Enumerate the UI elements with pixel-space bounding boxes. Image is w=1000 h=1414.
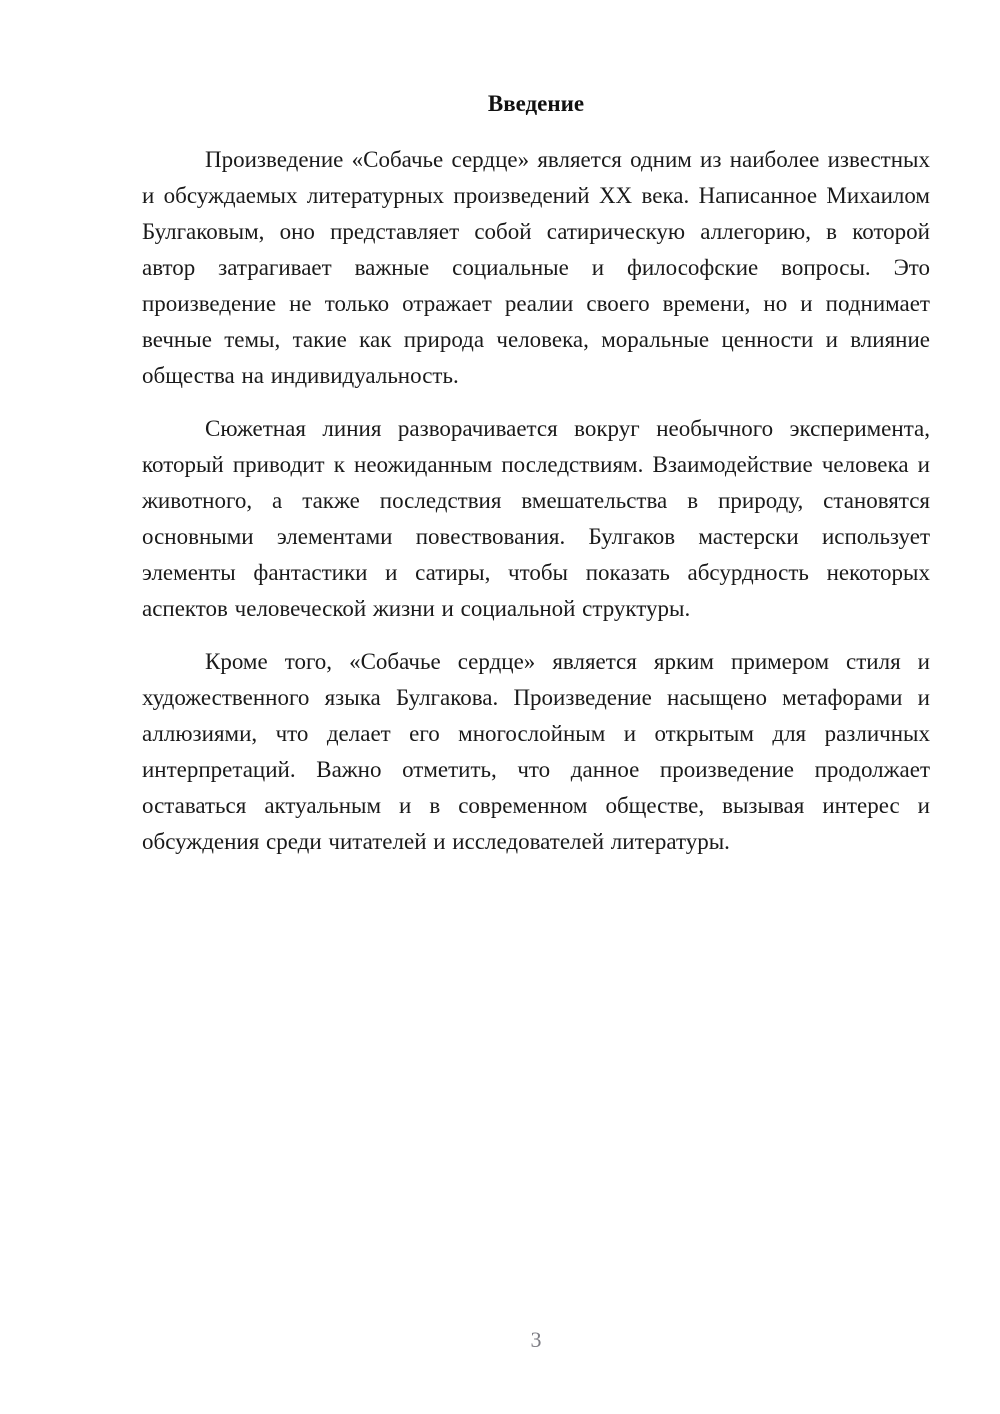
paragraph-2: Сюжетная линия разворачивается вокруг необычного эксперимента, который приводит к неожиданным последствиям. Взаимодействие человека и животного, а также последствия вмешательства в природу, становятся основными элементами повествования. Булгаков мастерски использует элементы фантастики и сатиры, чтобы показать абсурдность некоторых аспектов человеческой жизни и социальной структуры. [142,416,930,621]
paragraph-1: Произведение «Собачье сердце» является одним из наиболее известных и обсуждаемых литературных произведений XX века. Написанное Михаилом Булгаковым, оно представляет собой сатирическую аллегорию, в которой автор затрагивает важные социальные и философские вопросы. Это произведение не только отражает реалии своего времени, но и поднимает вечные темы, такие как природа человека, моральные ценности и влияние общества на индивидуальность. [142,147,930,388]
paragraph-3: Кроме того, «Собачье сердце» является ярким примером стиля и художественного языка Булгакова. Произведение насыщено метафорами и аллюзиями, что делает его многослойным и открытым для различных интерпретаций. Важно отметить, что данное произведение продолжает оставаться актуальным и в современном обществе, вызывая интерес и обсуждения среди читателей и исследователей литературы. [142,649,930,854]
page-number: 3 [530,1327,542,1352]
section-title: Введение [487,91,585,116]
